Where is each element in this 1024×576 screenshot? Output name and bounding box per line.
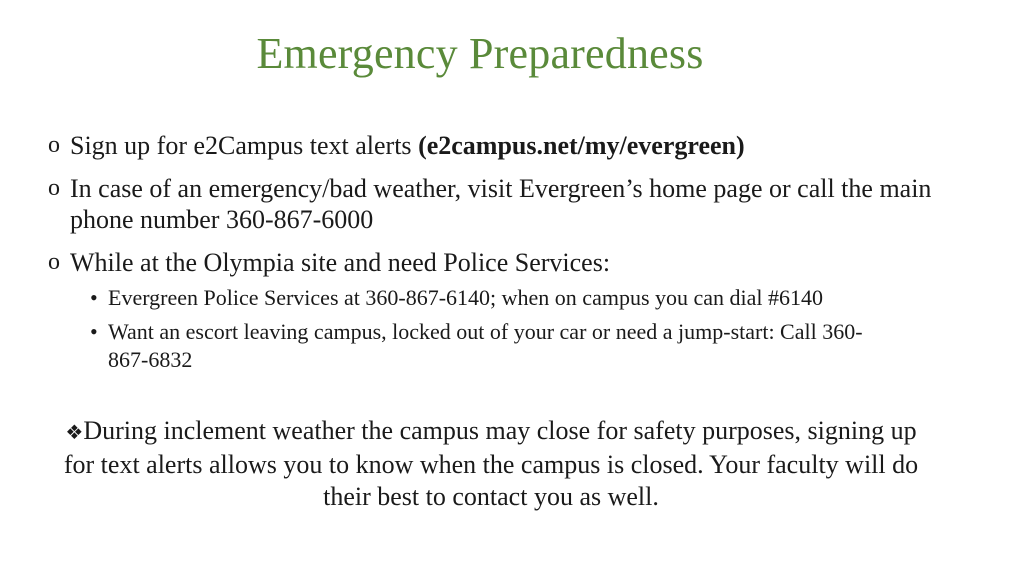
bullet-text: Sign up for e2Campus text alerts [70,131,419,160]
police-sublist [90,284,948,374]
note-text: During inclement weather the campus may close for safety purposes, signing up for text alerts allows you to know when the campus is closed. Your faculty will do their best to contact you as well. [63,416,919,511]
subbullet-text: Evergreen Police Services at 360-867-6140; when on campus you can dial #6140 [108,285,824,310]
bullet-item-emergency [48,173,948,235]
bullet-item-olympia [48,247,948,278]
subbullet-marker: • [90,285,98,310]
weather-note [56,415,926,513]
subbullet-text: Want an escort leaving campus, locked out of your car or need a jump-start: Call 360-867-6832 [108,319,863,372]
bullet-marker: o [48,132,60,158]
bullet-text: In case of an emergency/bad weather, visit Evergreen’s home page or call the main phone number 360-867-6000 [70,174,932,234]
subbullet-marker: • [90,319,98,344]
bullet-list [48,130,948,380]
diamond-bullet-icon: ❖ [65,422,84,444]
bullet-text: While at the Olympia site and need Police Services: [70,248,611,277]
e2campus-url: (e2campus.net/my/evergreen) [418,131,745,160]
subbullet-police-services [90,284,898,312]
bullet-item-e2campus [48,130,948,161]
slide-title: Emergency Preparedness [256,29,704,78]
bullet-marker: o [48,249,60,275]
bullet-marker: o [48,175,60,201]
subbullet-escort [90,318,898,374]
